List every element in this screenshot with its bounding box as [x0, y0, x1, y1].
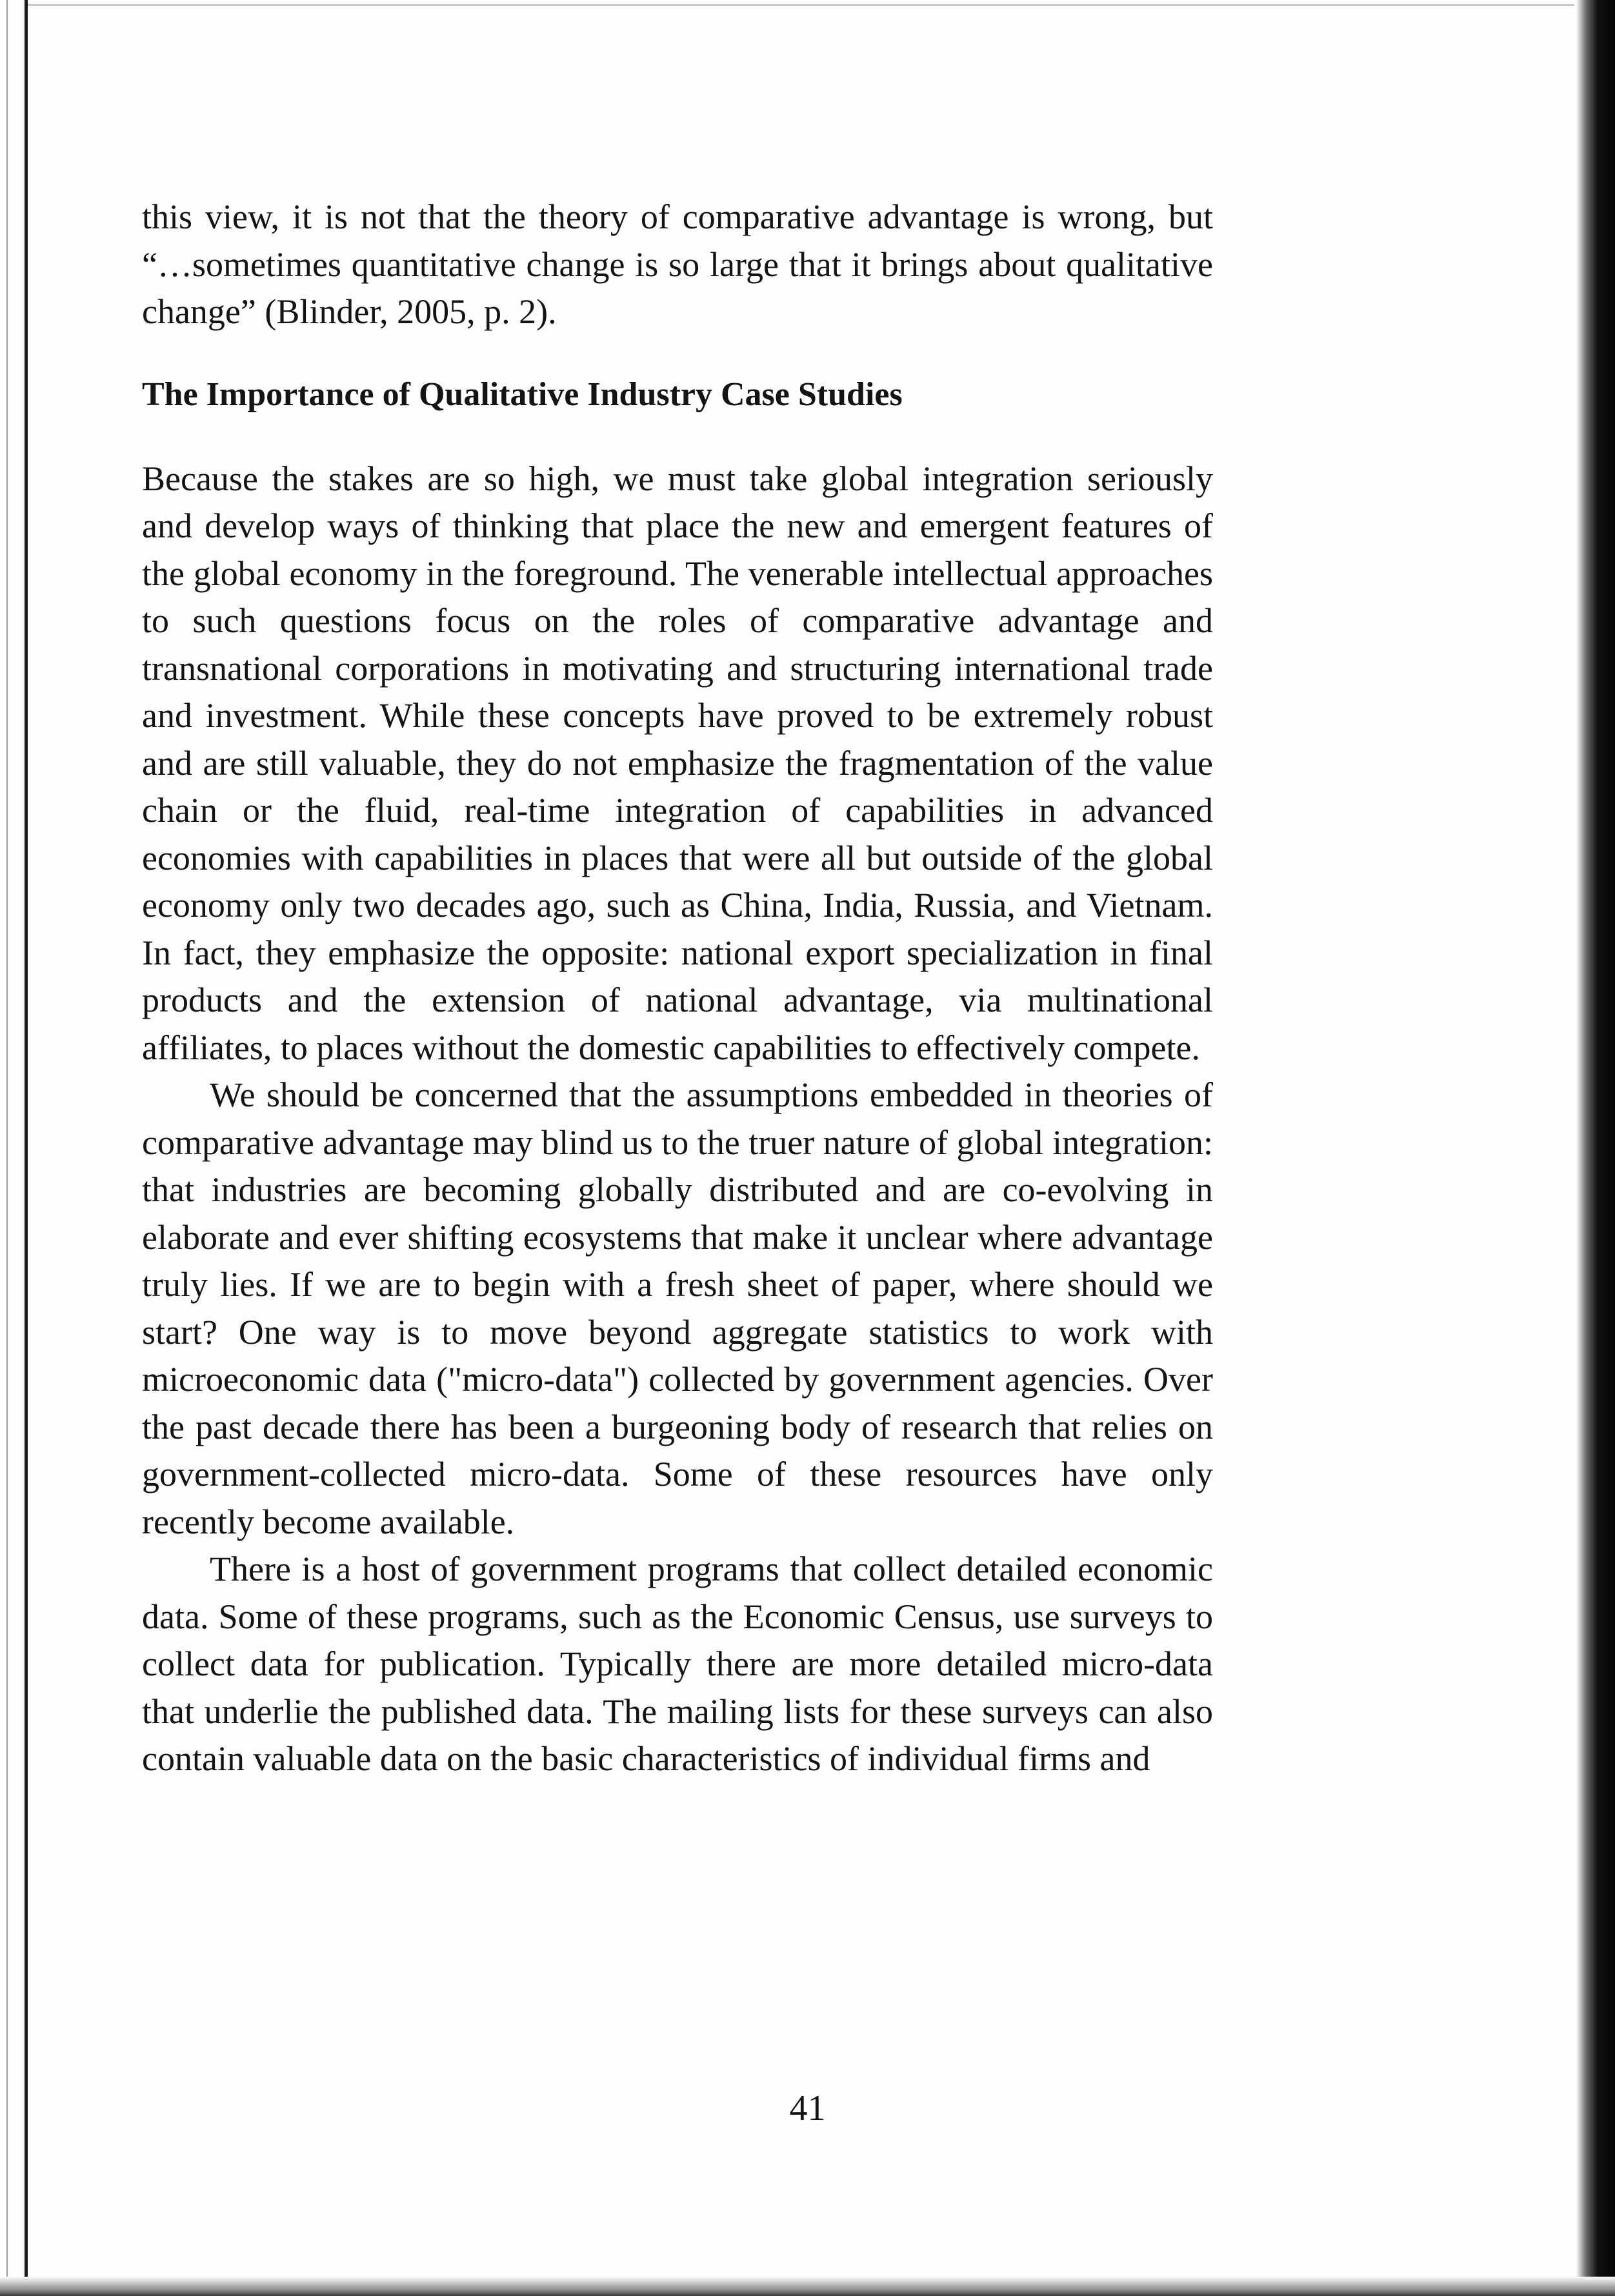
scan-left-margin-line: [6, 0, 8, 2296]
body-text: [142, 194, 1213, 1783]
intro-paragraph: this view, it is not that the theory of comparative advantage is wrong, but “…sometimes quantitative change is so large that it brings about qualitative change” (Blinder, 2005, p. 2).: [142, 197, 1213, 331]
page-number: 41: [789, 2088, 826, 2128]
paragraph-3: There is a host of government programs that collect detailed economic data. Some of these programs, such as the Economic Census, use surveys to collect data for publication. Typically there are more detailed micro-data that underlie the published data. The mailing lists for these surveys can also contain valuable data on the basic characteristics of individual firms and: [142, 1550, 1213, 1778]
scan-top-edge: [26, 4, 1574, 6]
scan-right-shadow: [1576, 0, 1615, 2296]
scan-binding-edge: [25, 0, 28, 2296]
paragraph-2: We should be concerned that the assumptions embedded in theories of comparative advantage may blind us to the truer nature of global integration: that industries are becoming globally distributed and are co-evolving in elaborate and ever shifting ecosystems that make it unclear where advantage truly lies. If we are to begin with a fresh sheet of paper, where should we start? One way is to move beyond aggregate statistics to work with microeconomic data ("micro-data") collected by government agencies. Over the past decade there has been a burgeoning body of research that relies on government-collected micro-data. Some of these resources have only recently become available.: [142, 1075, 1213, 1541]
paragraph-1: Because the stakes are so high, we must take global integration seriously and develop ways of thinking that place the new and emergent features of the global economy in the foreground. The venerable intellectual approaches to such questions focus on the roles of comparative advantage and transnational corporations in motivating and structuring international trade and investment. While these concepts have proved to be extremely robust and are still valuable, they do not emphasize the fragmentation of the value chain or the fluid, real-time integration of capabilities in advanced economies with capabilities in places that were all but outside of the global economy only two decades ago, such as China, India, Russia, and Vietnam. In fact, they emphasize the opposite: national export specialization in final products and the extension of national advantage, via multinational affiliates, to places without the domestic capabilities to effectively compete.: [142, 459, 1213, 1067]
scan-bottom-shadow: [0, 2277, 1615, 2296]
section-heading: The Importance of Qualitative Industry Case Studies: [142, 375, 903, 413]
